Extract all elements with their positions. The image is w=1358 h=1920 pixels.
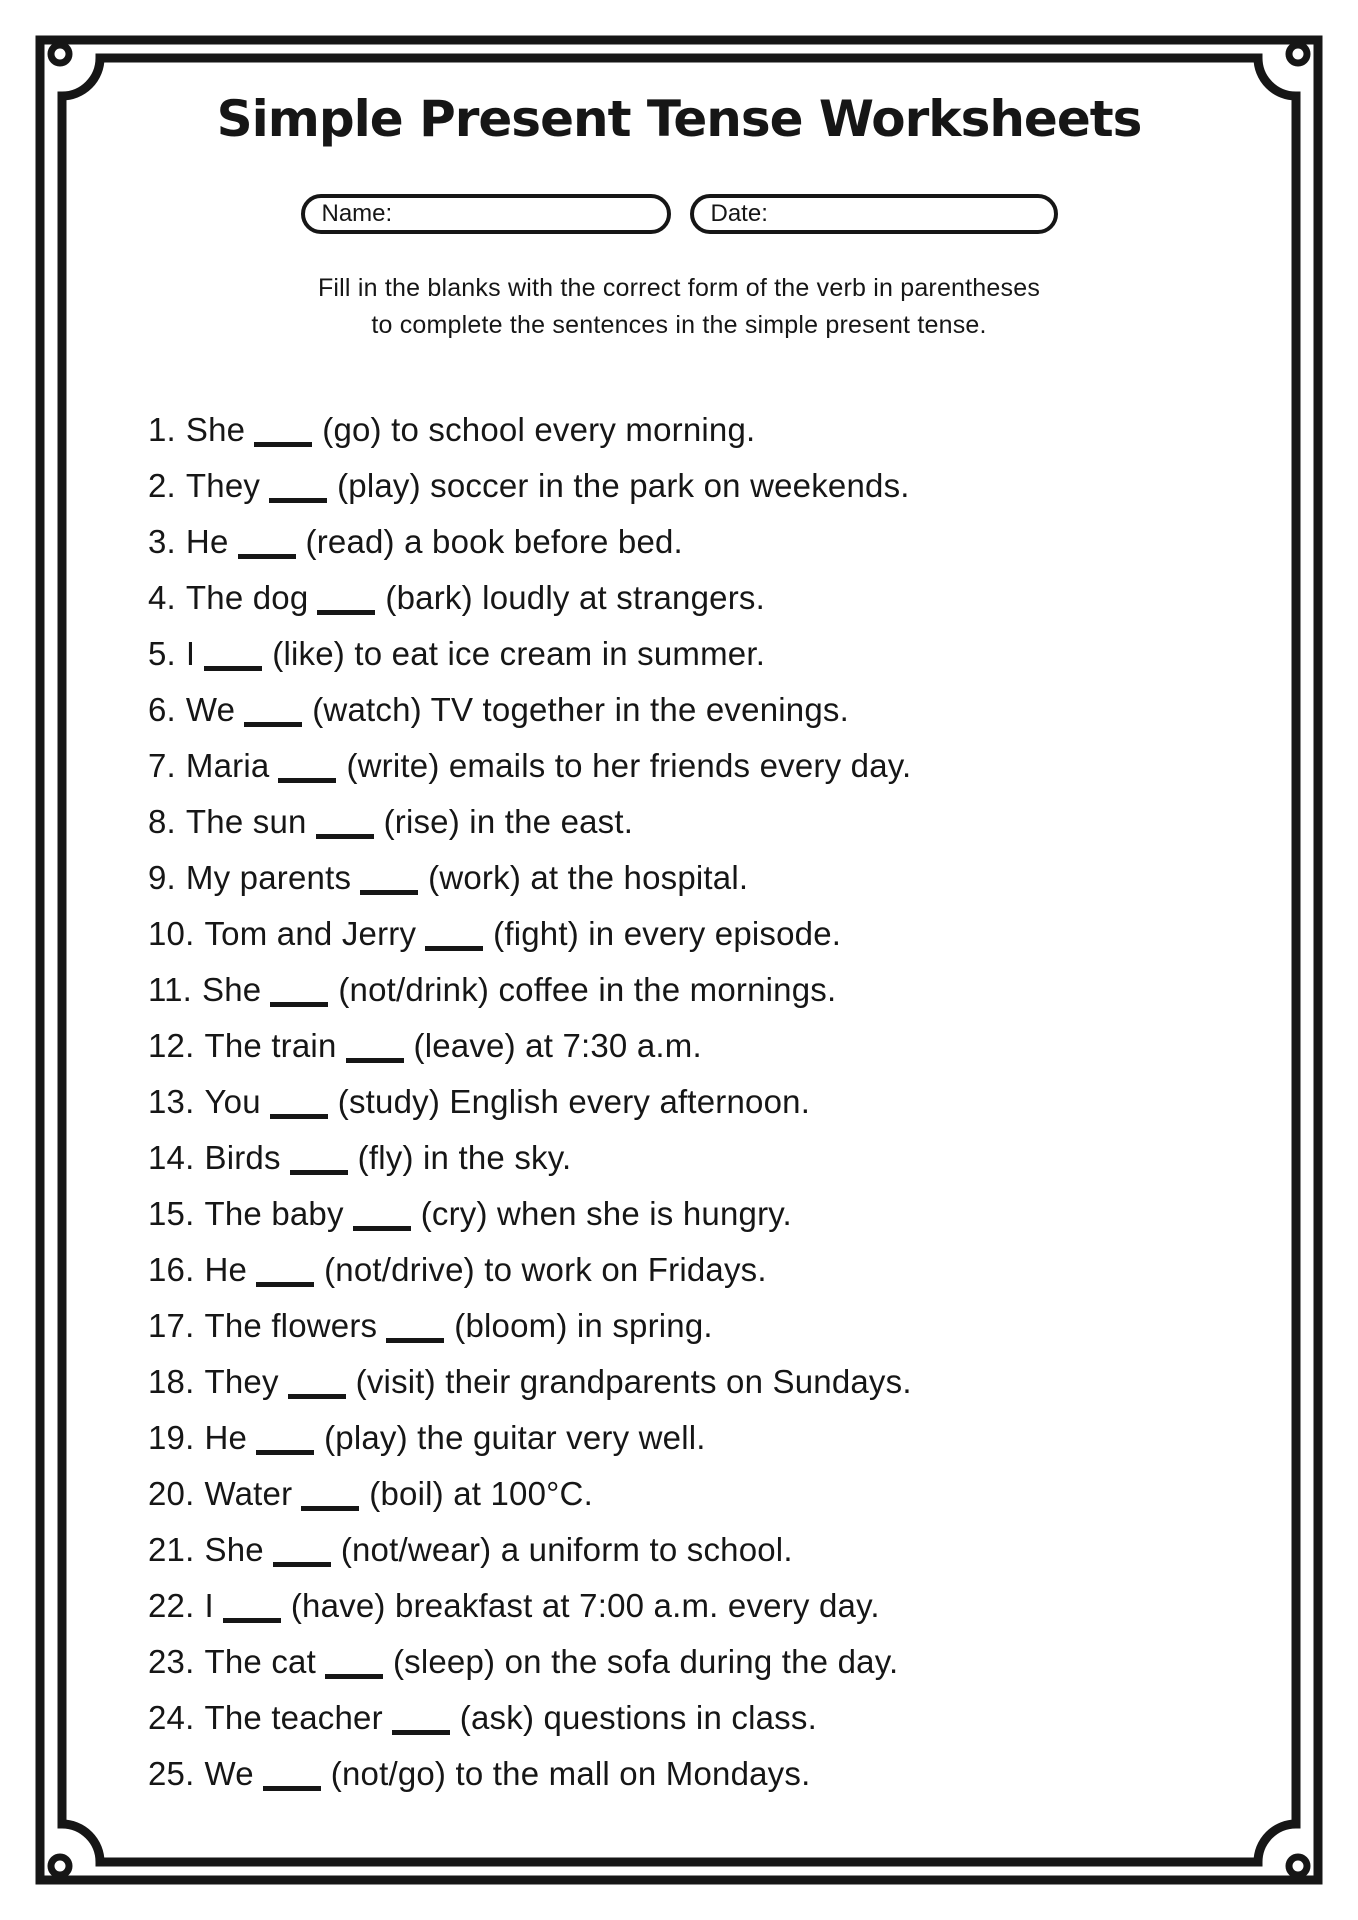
- worksheet-item: [148, 514, 1288, 570]
- instructions: [0, 270, 1358, 344]
- item-text-after: (cry) when she is hungry.: [420, 1195, 792, 1232]
- date-field: [690, 194, 1058, 234]
- item-text-before: They: [185, 467, 261, 504]
- item-number: 17.: [148, 1307, 195, 1344]
- item-text-after: (leave) at 7:30 a.m.: [413, 1027, 702, 1064]
- answer-blank: [392, 1718, 450, 1735]
- item-number: 14.: [148, 1139, 195, 1176]
- item-text-after: (fly) in the sky.: [357, 1139, 572, 1176]
- worksheet-item: [148, 1634, 1288, 1690]
- item-number: 16.: [148, 1251, 195, 1288]
- answer-blank: [238, 542, 296, 559]
- item-text-before: He: [204, 1419, 248, 1456]
- item-number: 23.: [148, 1643, 195, 1680]
- worksheet-item: [148, 682, 1288, 738]
- item-text-after: (play) soccer in the park on weekends.: [337, 467, 910, 504]
- item-text-after: (write) emails to her friends every day.: [346, 747, 912, 784]
- item-text-before: The train: [204, 1027, 337, 1064]
- item-text-before: The baby: [204, 1195, 344, 1232]
- answer-blank: [317, 598, 375, 615]
- item-text-before: She: [204, 1531, 264, 1568]
- worksheet-item: [148, 1410, 1288, 1466]
- corner-ring-icon: [51, 45, 69, 63]
- item-text-before: He: [204, 1251, 248, 1288]
- worksheet-item: [148, 1522, 1288, 1578]
- name-field: [301, 194, 671, 234]
- name-label: Name:: [321, 200, 393, 227]
- worksheet-item: [148, 1242, 1288, 1298]
- item-text-after: (ask) questions in class.: [459, 1699, 817, 1736]
- worksheet-item: [148, 906, 1288, 962]
- item-text-after: (play) the guitar very well.: [324, 1419, 706, 1456]
- item-text-after: (not/go) to the mall on Mondays.: [330, 1755, 811, 1792]
- item-text-after: (fight) in every episode.: [493, 915, 842, 952]
- item-number: 6.: [148, 691, 176, 728]
- item-text-before: My parents: [185, 859, 352, 896]
- item-text-after: (sleep) on the sofa during the day.: [392, 1643, 899, 1680]
- answer-blank: [353, 1214, 411, 1231]
- item-number: 2.: [148, 467, 176, 504]
- item-number: 10.: [148, 915, 195, 952]
- worksheet-item: [148, 1578, 1288, 1634]
- item-number: 15.: [148, 1195, 195, 1232]
- answer-blank: [288, 1382, 346, 1399]
- item-text-after: (have) breakfast at 7:00 a.m. every day.: [290, 1587, 880, 1624]
- item-text-after: (bark) loudly at strangers.: [385, 579, 765, 616]
- item-number: 18.: [148, 1363, 195, 1400]
- item-text-before: The cat: [204, 1643, 316, 1680]
- worksheet-item: [148, 794, 1288, 850]
- page-title: Simple Present Tense Worksheets: [216, 90, 1142, 148]
- item-text-before: She: [185, 411, 246, 448]
- answer-blank: [256, 1270, 314, 1287]
- item-text-before: Birds: [204, 1139, 281, 1176]
- answer-blank: [223, 1606, 281, 1623]
- name-date-row: [0, 194, 1358, 234]
- item-number: 3.: [148, 523, 176, 560]
- item-number: 22.: [148, 1587, 195, 1624]
- answer-blank: [269, 486, 327, 503]
- instructions-line-1: Fill in the blanks with the correct form of the verb in parentheses: [317, 274, 1041, 302]
- answer-blank: [386, 1326, 444, 1343]
- instructions-line-2: to complete the sentences in the simple present tense.: [371, 311, 987, 339]
- date-label: Date:: [710, 200, 768, 227]
- item-text-before: The dog: [185, 579, 309, 616]
- item-text-after: (not/drink) coffee in the mornings.: [338, 971, 837, 1008]
- item-text-after: (study) English every afternoon.: [337, 1083, 811, 1120]
- item-text-before: We: [185, 691, 236, 728]
- item-number: 11.: [148, 971, 193, 1008]
- item-number: 1.: [148, 411, 176, 448]
- corner-ring-icon: [1289, 45, 1307, 63]
- worksheet-item: [148, 1186, 1288, 1242]
- answer-blank: [263, 1774, 321, 1791]
- answer-blank: [278, 766, 336, 783]
- item-text-before: I: [185, 635, 196, 672]
- worksheet-item: [148, 1354, 1288, 1410]
- item-number: 24.: [148, 1699, 195, 1736]
- item-text-after: (not/drive) to work on Fridays.: [324, 1251, 767, 1288]
- worksheet-item: [148, 1298, 1288, 1354]
- worksheet-item: [148, 1690, 1288, 1746]
- item-text-before: Water: [204, 1475, 293, 1512]
- item-number: 7.: [148, 747, 176, 784]
- item-number: 8.: [148, 803, 176, 840]
- items-list: [148, 402, 1288, 1802]
- answer-blank: [325, 1662, 383, 1679]
- answer-blank: [273, 1550, 331, 1567]
- answer-blank: [290, 1158, 348, 1175]
- item-number: 5.: [148, 635, 176, 672]
- answer-blank: [316, 822, 374, 839]
- worksheet-item: [148, 626, 1288, 682]
- item-text-before: He: [185, 523, 229, 560]
- corner-ring-icon: [51, 1857, 69, 1875]
- item-text-after: (visit) their grandparents on Sundays.: [355, 1363, 912, 1400]
- item-text-before: They: [204, 1363, 279, 1400]
- worksheet-item: [148, 1746, 1288, 1802]
- item-text-before: She: [202, 971, 262, 1008]
- item-number: 9.: [148, 859, 176, 896]
- item-number: 25.: [148, 1755, 195, 1792]
- worksheet-item: [148, 570, 1288, 626]
- item-number: 20.: [148, 1475, 195, 1512]
- answer-blank: [204, 654, 262, 671]
- item-text-after: (bloom) in spring.: [454, 1307, 713, 1344]
- item-text-after: (work) at the hospital.: [428, 859, 749, 896]
- worksheet-item: [148, 962, 1288, 1018]
- item-number: 21.: [148, 1531, 195, 1568]
- answer-blank: [256, 1438, 314, 1455]
- answer-blank: [346, 1046, 404, 1063]
- answer-blank: [301, 1494, 359, 1511]
- item-text-after: (read) a book before bed.: [305, 523, 683, 560]
- item-text-before: The sun: [185, 803, 307, 840]
- item-number: 12.: [148, 1027, 195, 1064]
- item-text-before: Maria: [185, 747, 270, 784]
- corner-ring-icon: [1289, 1857, 1307, 1875]
- answer-blank: [270, 990, 328, 1007]
- item-text-before: You: [204, 1083, 261, 1120]
- worksheet-item: [148, 738, 1288, 794]
- worksheet-item: [148, 1074, 1288, 1130]
- answer-blank: [360, 878, 418, 895]
- item-text-before: Tom and Jerry: [204, 915, 417, 952]
- item-text-before: The teacher: [204, 1699, 383, 1736]
- worksheet-item: [148, 850, 1288, 906]
- item-text-after: (rise) in the east.: [383, 803, 634, 840]
- worksheet-item: [148, 1130, 1288, 1186]
- answer-blank: [244, 710, 302, 727]
- item-text-before: I: [204, 1587, 214, 1624]
- item-text-before: We: [204, 1755, 254, 1792]
- worksheet-item: [148, 458, 1288, 514]
- worksheet-item: [148, 402, 1288, 458]
- answer-blank: [425, 934, 483, 951]
- item-number: 19.: [148, 1419, 195, 1456]
- item-text-after: (not/wear) a uniform to school.: [340, 1531, 793, 1568]
- worksheet-item: [148, 1018, 1288, 1074]
- answer-blank: [254, 430, 312, 447]
- item-text-after: (like) to eat ice cream in summer.: [272, 635, 766, 672]
- worksheet-item: [148, 1466, 1288, 1522]
- answer-blank: [270, 1102, 328, 1119]
- item-number: 4.: [148, 579, 176, 616]
- item-text-before: The flowers: [204, 1307, 378, 1344]
- item-text-after: (go) to school every morning.: [322, 411, 756, 448]
- item-number: 13.: [148, 1083, 195, 1120]
- item-text-after: (watch) TV together in the evenings.: [312, 691, 849, 728]
- item-text-after: (boil) at 100°C.: [369, 1475, 593, 1512]
